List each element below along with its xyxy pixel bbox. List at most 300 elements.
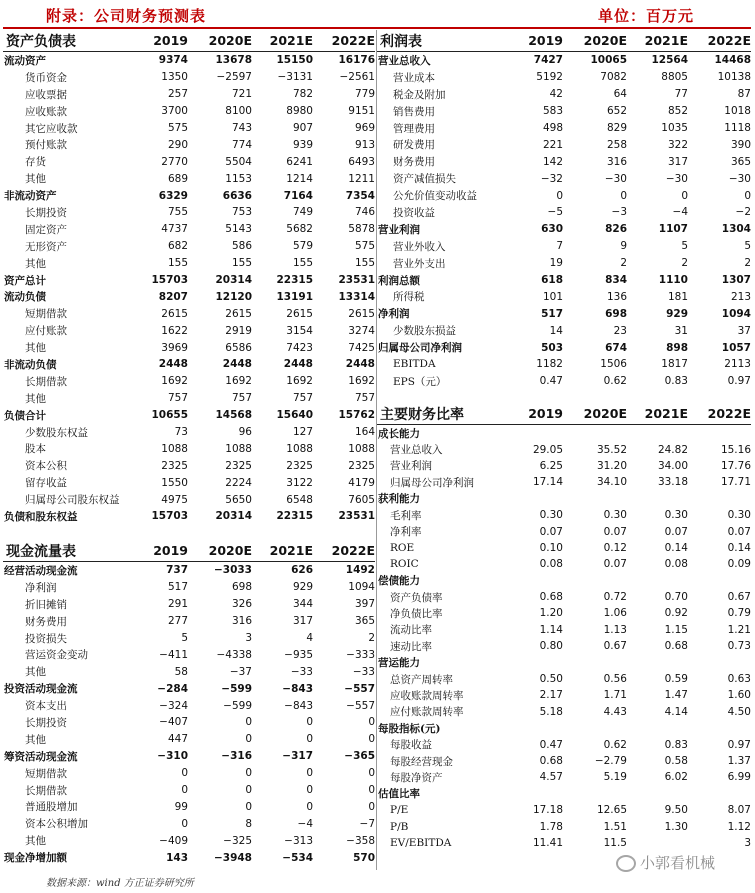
value-cell: 4.50	[727, 705, 751, 718]
value-cell: 0.97	[727, 375, 751, 388]
value-cell: 2224	[225, 476, 252, 489]
row-label: 营业外支出	[393, 257, 446, 270]
row-label: 现金净增加额	[4, 852, 67, 865]
value-cell: 11.5	[603, 836, 627, 849]
value-cell	[688, 720, 751, 736]
table-row	[3, 390, 375, 407]
value-cell: 12.65	[596, 804, 627, 817]
row-label: 经营活动现金流	[4, 564, 78, 577]
table-row	[377, 288, 751, 305]
ratios-title: 主要财务比率	[377, 403, 505, 425]
value-cell: 0	[306, 767, 313, 780]
value-cell: 8805	[661, 71, 688, 84]
table-row	[377, 786, 751, 802]
value-cell: 15762	[338, 409, 375, 422]
value-cell: 1.37	[727, 755, 751, 767]
value-cell: −5	[547, 206, 563, 219]
value-cell: −30	[665, 172, 688, 185]
year-header: 2019	[505, 30, 563, 52]
value-cell: 15150	[276, 54, 313, 67]
value-cell: 0	[306, 733, 313, 746]
value-cell: 1118	[724, 122, 751, 134]
value-cell: 2325	[286, 459, 313, 472]
value-cell: 15703	[151, 274, 188, 287]
row-label: 偿债能力	[378, 575, 420, 588]
value-cell: 2325	[348, 459, 375, 472]
value-cell: 6.02	[664, 771, 688, 784]
row-label: 公允价值变动收益	[393, 190, 477, 203]
table-row	[377, 671, 751, 687]
value-cell: 1.30	[664, 820, 688, 833]
value-cell: 503	[541, 341, 563, 354]
value-cell: 17.76	[720, 459, 751, 472]
value-cell: −30	[728, 172, 751, 185]
row-label: EPS（元）	[393, 375, 447, 388]
table-row	[3, 562, 375, 579]
value-cell: 6586	[225, 341, 252, 354]
value-cell: 2	[620, 257, 627, 270]
value-cell: 749	[292, 206, 313, 219]
value-cell: 5	[181, 632, 188, 644]
value-cell: 5	[681, 240, 688, 253]
table-row	[377, 589, 751, 605]
value-cell	[563, 425, 627, 442]
year-header: 2021E	[627, 30, 688, 52]
table-row	[3, 255, 375, 272]
row-label: 财务费用	[393, 156, 435, 169]
value-cell: 698	[231, 581, 252, 594]
value-cell: 5682	[286, 223, 313, 236]
value-cell: 0.08	[539, 558, 563, 571]
table-row	[3, 849, 375, 866]
value-cell	[563, 720, 627, 736]
value-cell: −843	[284, 699, 313, 712]
value-cell: 1.15	[664, 623, 688, 636]
value-cell: 1304	[721, 223, 751, 236]
value-cell: 586	[231, 240, 252, 253]
value-cell: 277	[167, 615, 188, 628]
row-label: P/E	[390, 804, 409, 817]
value-cell: 155	[231, 257, 252, 270]
value-cell: 2615	[225, 307, 252, 320]
table-header-row	[377, 30, 751, 52]
value-cell: 969	[354, 122, 375, 134]
value-cell: 8980	[286, 105, 313, 118]
value-cell: 852	[667, 105, 688, 118]
value-cell: −599	[221, 682, 252, 695]
value-cell: −30	[604, 172, 627, 185]
row-label: 获利能力	[378, 493, 420, 506]
value-cell	[505, 654, 563, 670]
row-label: 销售费用	[393, 105, 435, 118]
value-cell: −599	[223, 699, 252, 712]
value-cell	[627, 654, 688, 670]
value-cell: 0.30	[539, 509, 563, 522]
table-row	[377, 720, 751, 736]
value-cell: 7354	[345, 189, 375, 202]
value-cell: 10655	[151, 409, 188, 422]
value-cell: 9.50	[664, 804, 688, 817]
year-header: 2022E	[688, 30, 751, 52]
value-cell: 0.12	[603, 541, 627, 554]
value-cell: 2325	[161, 459, 188, 472]
value-cell: 2	[744, 257, 751, 270]
value-cell: 1492	[345, 564, 375, 577]
value-cell: 8100	[225, 105, 252, 118]
value-cell: 77	[674, 88, 688, 101]
value-cell: 5	[744, 240, 751, 253]
value-cell: 155	[292, 257, 313, 270]
value-cell: 2615	[286, 307, 313, 320]
row-label: EBITDA	[393, 358, 436, 371]
value-cell: 3700	[161, 105, 188, 118]
value-cell: 8	[245, 817, 252, 830]
value-cell: 1.71	[603, 689, 627, 702]
table-row	[3, 798, 375, 815]
table-row	[377, 605, 751, 621]
table-row	[3, 187, 375, 204]
table-row	[377, 441, 751, 457]
value-cell: 20314	[215, 274, 252, 287]
row-label: 净负债比率	[390, 607, 443, 620]
value-cell: 1692	[161, 375, 188, 388]
table-row	[3, 731, 375, 748]
value-cell: 4.43	[603, 705, 627, 718]
value-cell: 322	[667, 138, 688, 151]
value-cell: 4179	[348, 476, 375, 489]
value-cell: 682	[167, 240, 188, 253]
value-cell: 29.05	[532, 443, 563, 456]
value-cell: 5192	[536, 71, 563, 84]
table-row	[377, 753, 751, 769]
value-cell: 618	[541, 274, 563, 287]
row-label: 营业利润	[390, 460, 432, 473]
value-cell: 4.57	[539, 771, 563, 784]
table-row	[3, 52, 375, 69]
value-cell: 4	[306, 632, 313, 644]
value-cell: −3	[611, 206, 627, 219]
value-cell: 0.63	[727, 673, 751, 686]
table-row	[3, 339, 375, 356]
value-cell: 5650	[225, 493, 252, 506]
value-cell: 0	[181, 784, 188, 797]
row-label: 长期借款	[25, 784, 67, 797]
table-row	[377, 373, 751, 390]
value-cell: 2448	[283, 358, 313, 371]
table-row	[3, 579, 375, 596]
value-cell: 0.59	[664, 673, 688, 686]
table-header-row	[3, 540, 375, 562]
value-cell: 1.60	[727, 689, 751, 702]
value-cell: 7605	[348, 493, 375, 506]
row-label: 应付账款	[25, 325, 67, 338]
row-label: 归属母公司净利润	[378, 342, 462, 355]
value-cell: −2.79	[594, 755, 627, 767]
value-cell: 0	[245, 733, 252, 746]
table-header-row	[377, 403, 751, 425]
value-cell: 0.67	[603, 640, 627, 653]
value-cell	[627, 786, 688, 802]
table-row	[3, 322, 375, 339]
cash-flow-table	[3, 540, 375, 866]
value-cell: 575	[354, 240, 375, 253]
value-cell: 3969	[161, 341, 188, 354]
table-row	[3, 69, 375, 86]
value-cell: 35.52	[596, 443, 627, 456]
value-cell: 6548	[286, 493, 313, 506]
value-cell: 96	[238, 426, 252, 439]
value-cell: 4.14	[664, 705, 688, 718]
value-cell: 755	[167, 206, 188, 219]
value-cell: −2	[735, 206, 751, 219]
value-cell: 34.00	[657, 459, 688, 472]
value-cell: 0.50	[539, 673, 563, 686]
row-label: 估值比率	[378, 788, 420, 801]
table-row	[377, 170, 751, 187]
value-cell: 0.10	[539, 541, 563, 554]
value-cell: 22315	[276, 510, 313, 523]
value-cell: −843	[282, 682, 313, 695]
table-row	[3, 714, 375, 731]
value-cell: 1110	[658, 274, 688, 287]
table-row	[377, 458, 751, 474]
row-label: 投资活动现金流	[4, 683, 78, 696]
value-cell: 1088	[348, 442, 375, 455]
value-cell: 1035	[661, 122, 688, 134]
table-row	[3, 457, 375, 474]
value-cell: −358	[346, 834, 375, 847]
value-cell: 1153	[225, 172, 252, 185]
row-label: 其他	[25, 173, 46, 186]
row-label: 所得税	[393, 291, 425, 304]
value-cell: 8.07	[727, 804, 751, 817]
row-label: 其他	[25, 257, 46, 270]
value-cell: 4737	[161, 223, 188, 236]
value-cell: 2770	[161, 155, 188, 168]
year-header: 2020E	[188, 30, 252, 52]
row-label: 折旧摊销	[25, 598, 67, 611]
value-cell	[688, 425, 751, 442]
table-row	[377, 187, 751, 204]
row-label: 研发费用	[393, 139, 435, 152]
value-cell: −2597	[216, 71, 252, 84]
value-cell: −3948	[213, 851, 252, 864]
table-row	[3, 153, 375, 170]
table-row	[377, 204, 751, 221]
value-cell: 517	[167, 581, 188, 594]
value-cell: 390	[730, 138, 751, 151]
value-cell: 0	[306, 716, 313, 729]
value-cell: 0	[181, 767, 188, 780]
value-cell: 939	[292, 138, 313, 151]
table-row	[3, 596, 375, 613]
value-cell: 2	[681, 257, 688, 270]
value-cell	[563, 573, 627, 589]
row-label: 预付账款	[25, 139, 67, 152]
value-cell: 290	[167, 138, 188, 151]
value-cell: 0.68	[664, 640, 688, 653]
row-label: 少数股东权益	[25, 426, 88, 439]
table-row	[377, 687, 751, 703]
row-label: 少数股东损益	[393, 325, 456, 338]
value-cell: 155	[167, 257, 188, 270]
value-cell: 257	[167, 88, 188, 101]
value-cell: −935	[284, 648, 313, 661]
value-cell: 1.14	[539, 623, 563, 636]
table-row	[3, 748, 375, 765]
value-cell: −333	[346, 648, 375, 661]
value-cell: 317	[667, 155, 688, 168]
value-cell: 15640	[276, 409, 313, 422]
value-cell: 0.07	[539, 525, 563, 538]
table-row	[377, 322, 751, 339]
value-cell: 143	[166, 851, 188, 864]
value-cell: 136	[606, 290, 627, 303]
value-cell: 12564	[651, 54, 688, 67]
year-header: 2021E	[252, 30, 313, 52]
value-cell: 24.82	[657, 443, 688, 456]
value-cell: 365	[354, 615, 375, 628]
balance-sheet-title: 资产负债表	[3, 30, 131, 52]
row-label: 负债和股东权益	[4, 510, 78, 523]
value-cell: 0	[245, 767, 252, 780]
value-cell: 5143	[225, 223, 252, 236]
value-cell: 1692	[225, 375, 252, 388]
value-cell: 99	[174, 800, 188, 813]
value-cell	[688, 786, 751, 802]
value-cell: −317	[282, 750, 313, 763]
value-cell: 0	[368, 716, 375, 729]
row-label: 财务费用	[25, 615, 67, 628]
financial-ratios-table	[377, 403, 751, 851]
value-cell: 344	[292, 598, 313, 611]
value-cell: 782	[292, 88, 313, 101]
table-row	[3, 815, 375, 832]
value-cell: 13191	[276, 290, 313, 303]
table-row	[3, 663, 375, 680]
value-cell	[627, 491, 688, 507]
table-row	[377, 802, 751, 818]
value-cell: 447	[167, 733, 188, 746]
value-cell: 1506	[600, 358, 627, 371]
table-row	[3, 305, 375, 322]
table-row	[377, 556, 751, 572]
value-cell: 2615	[348, 307, 375, 320]
value-cell: 0.08	[664, 558, 688, 571]
value-cell: 1018	[724, 105, 751, 118]
table-row	[3, 782, 375, 799]
table-row	[3, 407, 375, 424]
table-row	[3, 680, 375, 697]
value-cell: −557	[346, 699, 375, 712]
value-cell: 746	[354, 206, 375, 219]
value-cell: 913	[354, 138, 375, 151]
value-cell: 8207	[158, 290, 188, 303]
value-cell: 0	[245, 800, 252, 813]
row-label: 投资收益	[393, 206, 435, 219]
value-cell: 5.19	[603, 771, 627, 784]
value-cell: 365	[730, 155, 751, 168]
table-row	[3, 440, 375, 457]
row-label: 营业总收入	[390, 444, 443, 457]
value-cell: 2919	[225, 324, 252, 337]
value-cell: 73	[174, 426, 188, 439]
value-cell: 6329	[158, 189, 188, 202]
value-cell: 213	[730, 290, 751, 303]
value-cell: 2448	[345, 358, 375, 371]
value-cell: 1094	[348, 581, 375, 594]
value-cell: 1307	[721, 274, 751, 287]
table-row	[377, 136, 751, 153]
value-cell: 5504	[225, 155, 252, 168]
value-cell	[563, 786, 627, 802]
row-label: 短期借款	[25, 308, 67, 321]
value-cell: −37	[229, 665, 252, 678]
value-cell: 498	[542, 122, 563, 134]
table-row	[3, 613, 375, 630]
value-cell: 1.78	[539, 820, 563, 833]
value-cell: 7164	[283, 189, 313, 202]
value-cell: 316	[606, 155, 627, 168]
value-cell: 753	[231, 206, 252, 219]
row-label: 普通股增加	[25, 801, 78, 814]
value-cell: 10065	[590, 54, 627, 67]
table-row	[377, 835, 751, 851]
value-cell: 9151	[348, 105, 375, 118]
value-cell: 0.79	[727, 607, 751, 620]
value-cell: −3131	[277, 71, 313, 84]
value-cell: 1088	[225, 442, 252, 455]
row-label: 留存收益	[25, 477, 67, 490]
row-label: 归属母公司净利润	[390, 476, 474, 489]
value-cell: 1088	[161, 442, 188, 455]
value-cell: 626	[291, 564, 313, 577]
value-cell: −557	[344, 682, 375, 695]
value-cell: −313	[284, 834, 313, 847]
value-cell: 1692	[286, 375, 313, 388]
table-row	[3, 86, 375, 103]
value-cell	[563, 491, 627, 507]
row-label: EV/EBITDA	[390, 836, 452, 849]
value-cell: 1057	[721, 341, 751, 354]
row-label: 流动负债	[4, 291, 46, 304]
value-cell: 0	[368, 733, 375, 746]
value-cell: 0	[368, 767, 375, 780]
table-row	[377, 221, 751, 238]
value-cell: −316	[221, 750, 252, 763]
value-cell: 0	[556, 189, 563, 202]
value-cell: 907	[292, 122, 313, 134]
value-cell: 2448	[222, 358, 252, 371]
value-cell: −4	[672, 206, 688, 219]
value-cell: 1182	[536, 358, 563, 371]
table-row	[3, 120, 375, 137]
value-cell	[688, 654, 751, 670]
table-row	[3, 204, 375, 221]
value-cell: 31.20	[596, 459, 627, 472]
value-cell: 16176	[338, 54, 375, 67]
value-cell: 1.12	[727, 820, 751, 833]
value-cell: 630	[541, 223, 563, 236]
year-header: 2022E	[313, 30, 375, 52]
value-cell	[505, 573, 563, 589]
value-cell: 929	[292, 581, 313, 594]
table-row	[377, 52, 751, 69]
row-label: 存货	[25, 156, 46, 169]
row-label: 流动资产	[4, 54, 46, 67]
value-cell: 258	[606, 138, 627, 151]
value-cell: 0.62	[603, 375, 627, 388]
